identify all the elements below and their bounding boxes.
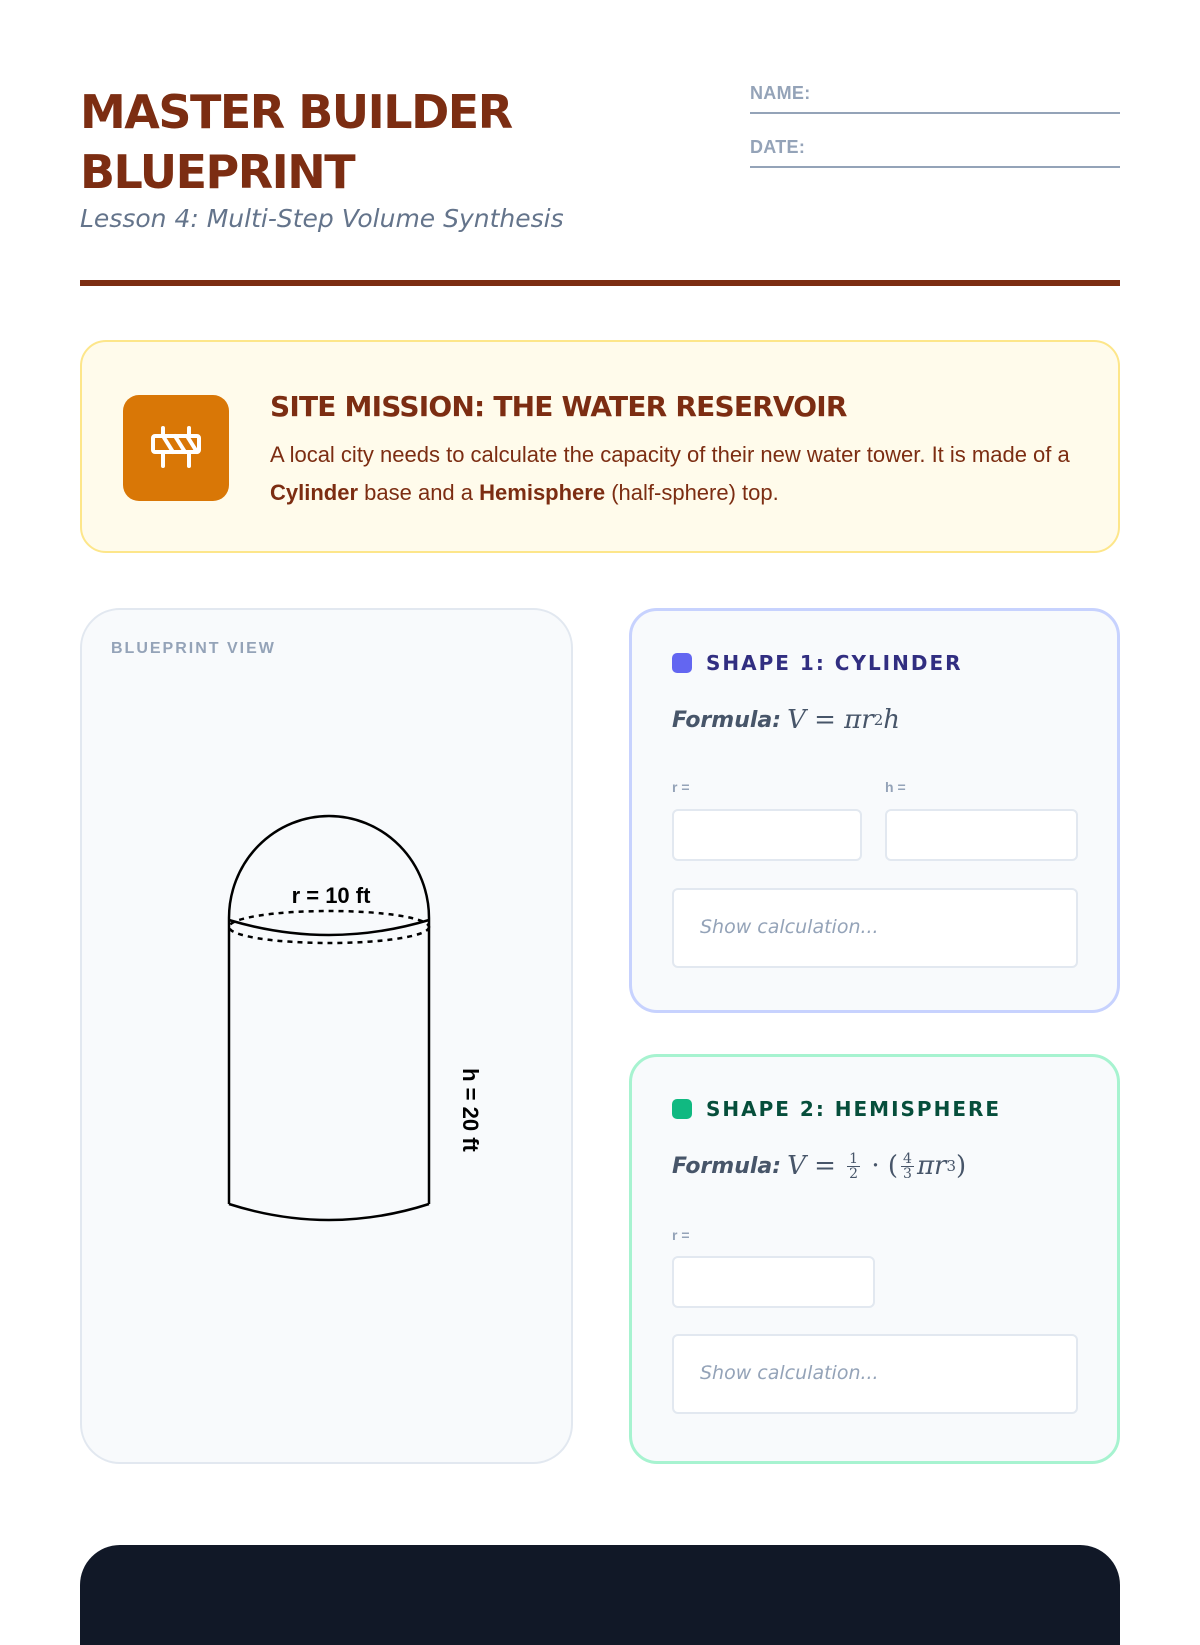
lesson-subtitle: Lesson 4: Multi-Step Volume Synthesis [80,204,564,233]
hemisphere-calculation-input[interactable] [672,1334,1078,1414]
height-label: h = 20 ft [458,1068,483,1152]
road-barrier-icon [123,395,229,501]
hemisphere-card [629,1054,1120,1464]
hemisphere-formula-label: Formula: [672,1153,782,1179]
cylinder-h-label: h = [885,779,906,795]
name-line[interactable] [750,78,1120,114]
cylinder-card [629,608,1120,1013]
hemisphere-formula [672,1151,966,1181]
blueprint-view-panel [80,608,573,1464]
hemisphere-r-label: r = [672,1227,690,1243]
cylinder-term: Cylinder [270,480,359,505]
mission-card [80,340,1120,553]
header-divider [80,280,1120,286]
date-label: DATE: [750,137,806,157]
cylinder-color-dot [672,653,692,673]
name-label: NAME: [750,83,811,103]
cylinder-radius-input[interactable] [672,809,862,861]
cylinder-formula-math: V = πr 2 h [787,705,900,735]
blueprint-view-label: BLUEPRINT VIEW [111,640,276,657]
cylinder-header [672,651,963,675]
hemisphere-color-dot [672,1099,692,1119]
page-title: MASTER BUILDER BLUEPRINT [80,85,512,199]
date-line[interactable] [750,132,1120,168]
student-info [750,78,1120,186]
cylinder-formula-label: Formula: [672,707,782,733]
hemisphere-radius-input[interactable] [672,1256,875,1308]
hemisphere-formula-math: V = $\frac{1}{2}$ · ( $\frac{4}{3}$ πr 3 ) [787,1150,967,1182]
mission-description: A local city needs to calculate the capacity of their new water tower. It is made of a Cylinder base and a Hemisphere (half-sphere) top. [270,442,1070,505]
mission-title: SITE MISSION: THE WATER RESERVOIR [270,390,847,423]
water-tower-diagram [82,610,575,1466]
hemisphere-term: Hemisphere [479,480,606,505]
radius-label: r = 10 ft [291,883,371,908]
cylinder-r-label: r = [672,779,690,795]
hemisphere-header [672,1097,1001,1121]
cylinder-bottom [229,1204,429,1220]
cylinder-height-input[interactable] [885,809,1078,861]
bottom-summary-panel [80,1545,1120,1645]
cylinder-formula [672,705,900,735]
cylinder-calculation-input[interactable] [672,888,1078,968]
cylinder-title: SHAPE 1: CYLINDER [706,651,963,675]
cylinder-top-rim [229,920,429,935]
hemisphere-title: SHAPE 2: HEMISPHERE [706,1097,1002,1121]
